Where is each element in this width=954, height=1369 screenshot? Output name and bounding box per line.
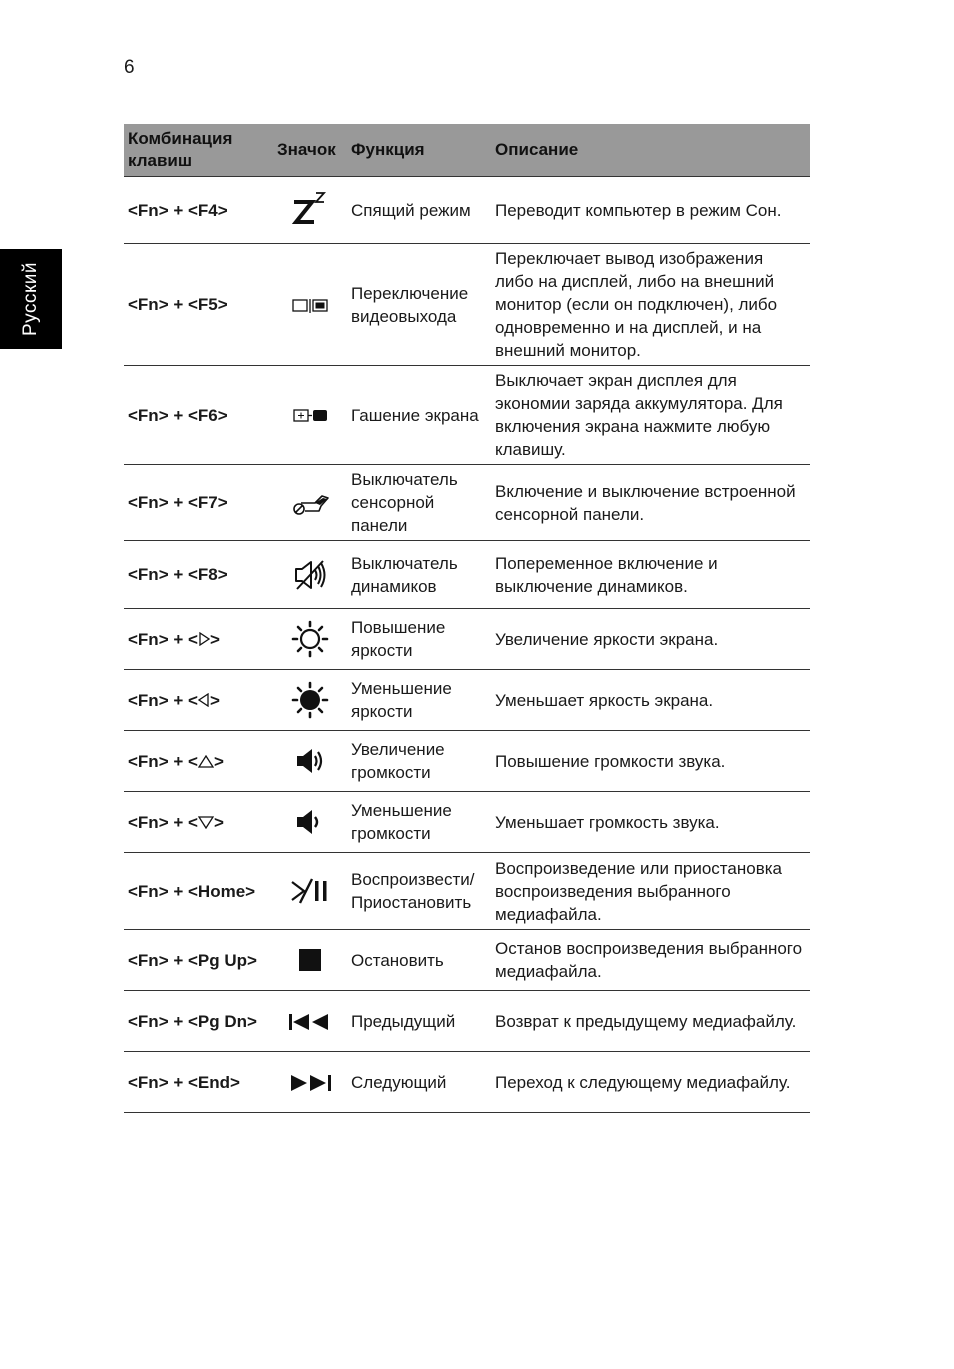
function-name: Уменьшение громкости [347, 792, 491, 853]
icon-cell [273, 609, 347, 670]
key-combination-text: <Fn> + < [128, 629, 198, 649]
function-name: Следующий [347, 1052, 491, 1113]
icon-cell [273, 670, 347, 731]
key-combination-text: <Fn> + <F8> [128, 565, 228, 584]
icon-cell [273, 1052, 347, 1113]
key-combination [124, 853, 273, 930]
icon-cell [273, 244, 347, 366]
function-name: Спящий режим [347, 177, 491, 244]
key-combination [124, 609, 273, 670]
key-combination [124, 465, 273, 541]
arrow-down-icon [198, 813, 214, 832]
key-combination-text: <Fn> + <F7> [128, 493, 228, 512]
header-description: Описание [491, 124, 810, 177]
icon-cell [273, 177, 347, 244]
icon-cell [273, 731, 347, 792]
key-combination [124, 670, 273, 731]
table-row [124, 991, 810, 1052]
language-tab [0, 249, 62, 349]
function-name: Переключение видеовыхода [347, 244, 491, 366]
key-combination [124, 366, 273, 465]
function-description: Переводит компьютер в режим Сон. [491, 177, 810, 244]
icon-cell [273, 366, 347, 465]
touchpad-toggle-icon [289, 492, 331, 511]
icon-cell [273, 465, 347, 541]
table-row [124, 731, 810, 792]
function-description: Выключает экран дисплея для экономии заряда аккумулятора. Для включения экрана нажмите любую клавишу. [491, 366, 810, 465]
function-description: Повышение громкости звука. [491, 731, 810, 792]
key-combination-text: <Fn> + <F4> [128, 200, 228, 220]
key-combination [124, 991, 273, 1052]
key-combination-suffix: > [209, 690, 220, 710]
header-combination: Комбинация клавиш [124, 124, 273, 177]
function-name: Выключатель динамиков [347, 541, 491, 609]
key-combination-suffix: > [213, 751, 224, 771]
icon-cell [273, 991, 347, 1052]
table-row [124, 244, 810, 366]
key-combination [124, 731, 273, 792]
hotkeys-table [124, 124, 810, 1113]
page-number: 6 [124, 57, 135, 78]
function-name: Предыдущий [347, 991, 491, 1052]
key-combination-text: <Fn> + <Pg Dn> [128, 1011, 257, 1031]
function-description: Останов воспроизведения выбранного медиафайла. [491, 930, 810, 991]
volume-down-icon [290, 811, 330, 830]
key-combination [124, 244, 273, 366]
key-combination-text: <Fn> + <F5> [128, 295, 228, 314]
brightness-down-icon [290, 689, 330, 708]
function-description: Увеличение яркости экрана. [491, 609, 810, 670]
key-combination [124, 930, 273, 991]
previous-track-icon [287, 1011, 333, 1030]
stop-icon [295, 949, 325, 968]
icon-cell [273, 792, 347, 853]
function-description: Попеременное включение и выключение динамиков. [491, 541, 810, 609]
key-combination-text: <Fn> + <F6> [128, 405, 228, 425]
key-combination [124, 792, 273, 853]
function-description: Переход к следующему медиафайлу. [491, 1052, 810, 1113]
function-description: Уменьшает яркость экрана. [491, 670, 810, 731]
function-name: Повышение яркости [347, 609, 491, 670]
table-row [124, 670, 810, 731]
table-row [124, 1052, 810, 1113]
table-row [124, 465, 810, 541]
table-header-row [124, 124, 810, 177]
function-description: Возврат к предыдущему медиафайлу. [491, 991, 810, 1052]
arrow-up-icon [198, 752, 214, 771]
sleep-zz-icon [290, 199, 330, 218]
language-tab-label: Русский [20, 262, 41, 336]
function-name: Уменьшение яркости [347, 670, 491, 731]
icon-cell [273, 541, 347, 609]
key-combination [124, 177, 273, 244]
table-row [124, 366, 810, 465]
key-combination-suffix: > [213, 812, 224, 832]
arrow-right-icon [198, 630, 210, 649]
header-icon: Значок [273, 124, 347, 177]
key-combination-text: <Fn> + < [128, 751, 198, 771]
table-row [124, 930, 810, 991]
function-description: Включение и выключение встроенной сенсорной панели. [491, 465, 810, 541]
header-function: Функция [347, 124, 491, 177]
volume-up-icon [290, 750, 330, 769]
function-description: Воспроизведение или приостановка воспроизведения выбранного медиафайла. [491, 853, 810, 930]
function-description: Уменьшает громкость звука. [491, 792, 810, 853]
table-row [124, 609, 810, 670]
key-combination [124, 1052, 273, 1113]
table-row [124, 792, 810, 853]
display-off-icon [290, 406, 330, 425]
icon-cell [273, 853, 347, 930]
key-combination-text: <Fn> + <Home> [128, 881, 256, 901]
speaker-mute-icon [290, 564, 330, 583]
key-combination-text: <Fn> + < [128, 812, 198, 832]
table-row [124, 853, 810, 930]
play-pause-icon [288, 880, 332, 899]
function-name: Гашение экрана [347, 366, 491, 465]
function-name: Выключатель сенсорной панели [347, 465, 491, 541]
function-name: Воспроизвести/ Приостановить [347, 853, 491, 930]
brightness-up-icon [290, 628, 330, 647]
table-row [124, 541, 810, 609]
display-switch-icon [290, 295, 330, 314]
function-name: Остановить [347, 930, 491, 991]
next-track-icon [287, 1072, 333, 1091]
key-combination [124, 541, 273, 609]
key-combination-text: <Fn> + <End> [128, 1072, 240, 1092]
icon-cell [273, 930, 347, 991]
table-row [124, 177, 810, 244]
function-name: Увеличение громкости [347, 731, 491, 792]
function-description: Переключает вывод изображения либо на дисплей, либо на внешний монитор (если он подключен), либо одновременно и на дисплей, и на внешний монитор. [491, 244, 810, 366]
key-combination-text: <Fn> + <Pg Up> [128, 950, 257, 970]
arrow-left-icon [198, 691, 210, 710]
key-combination-text: <Fn> + < [128, 690, 198, 710]
key-combination-suffix: > [209, 629, 220, 649]
